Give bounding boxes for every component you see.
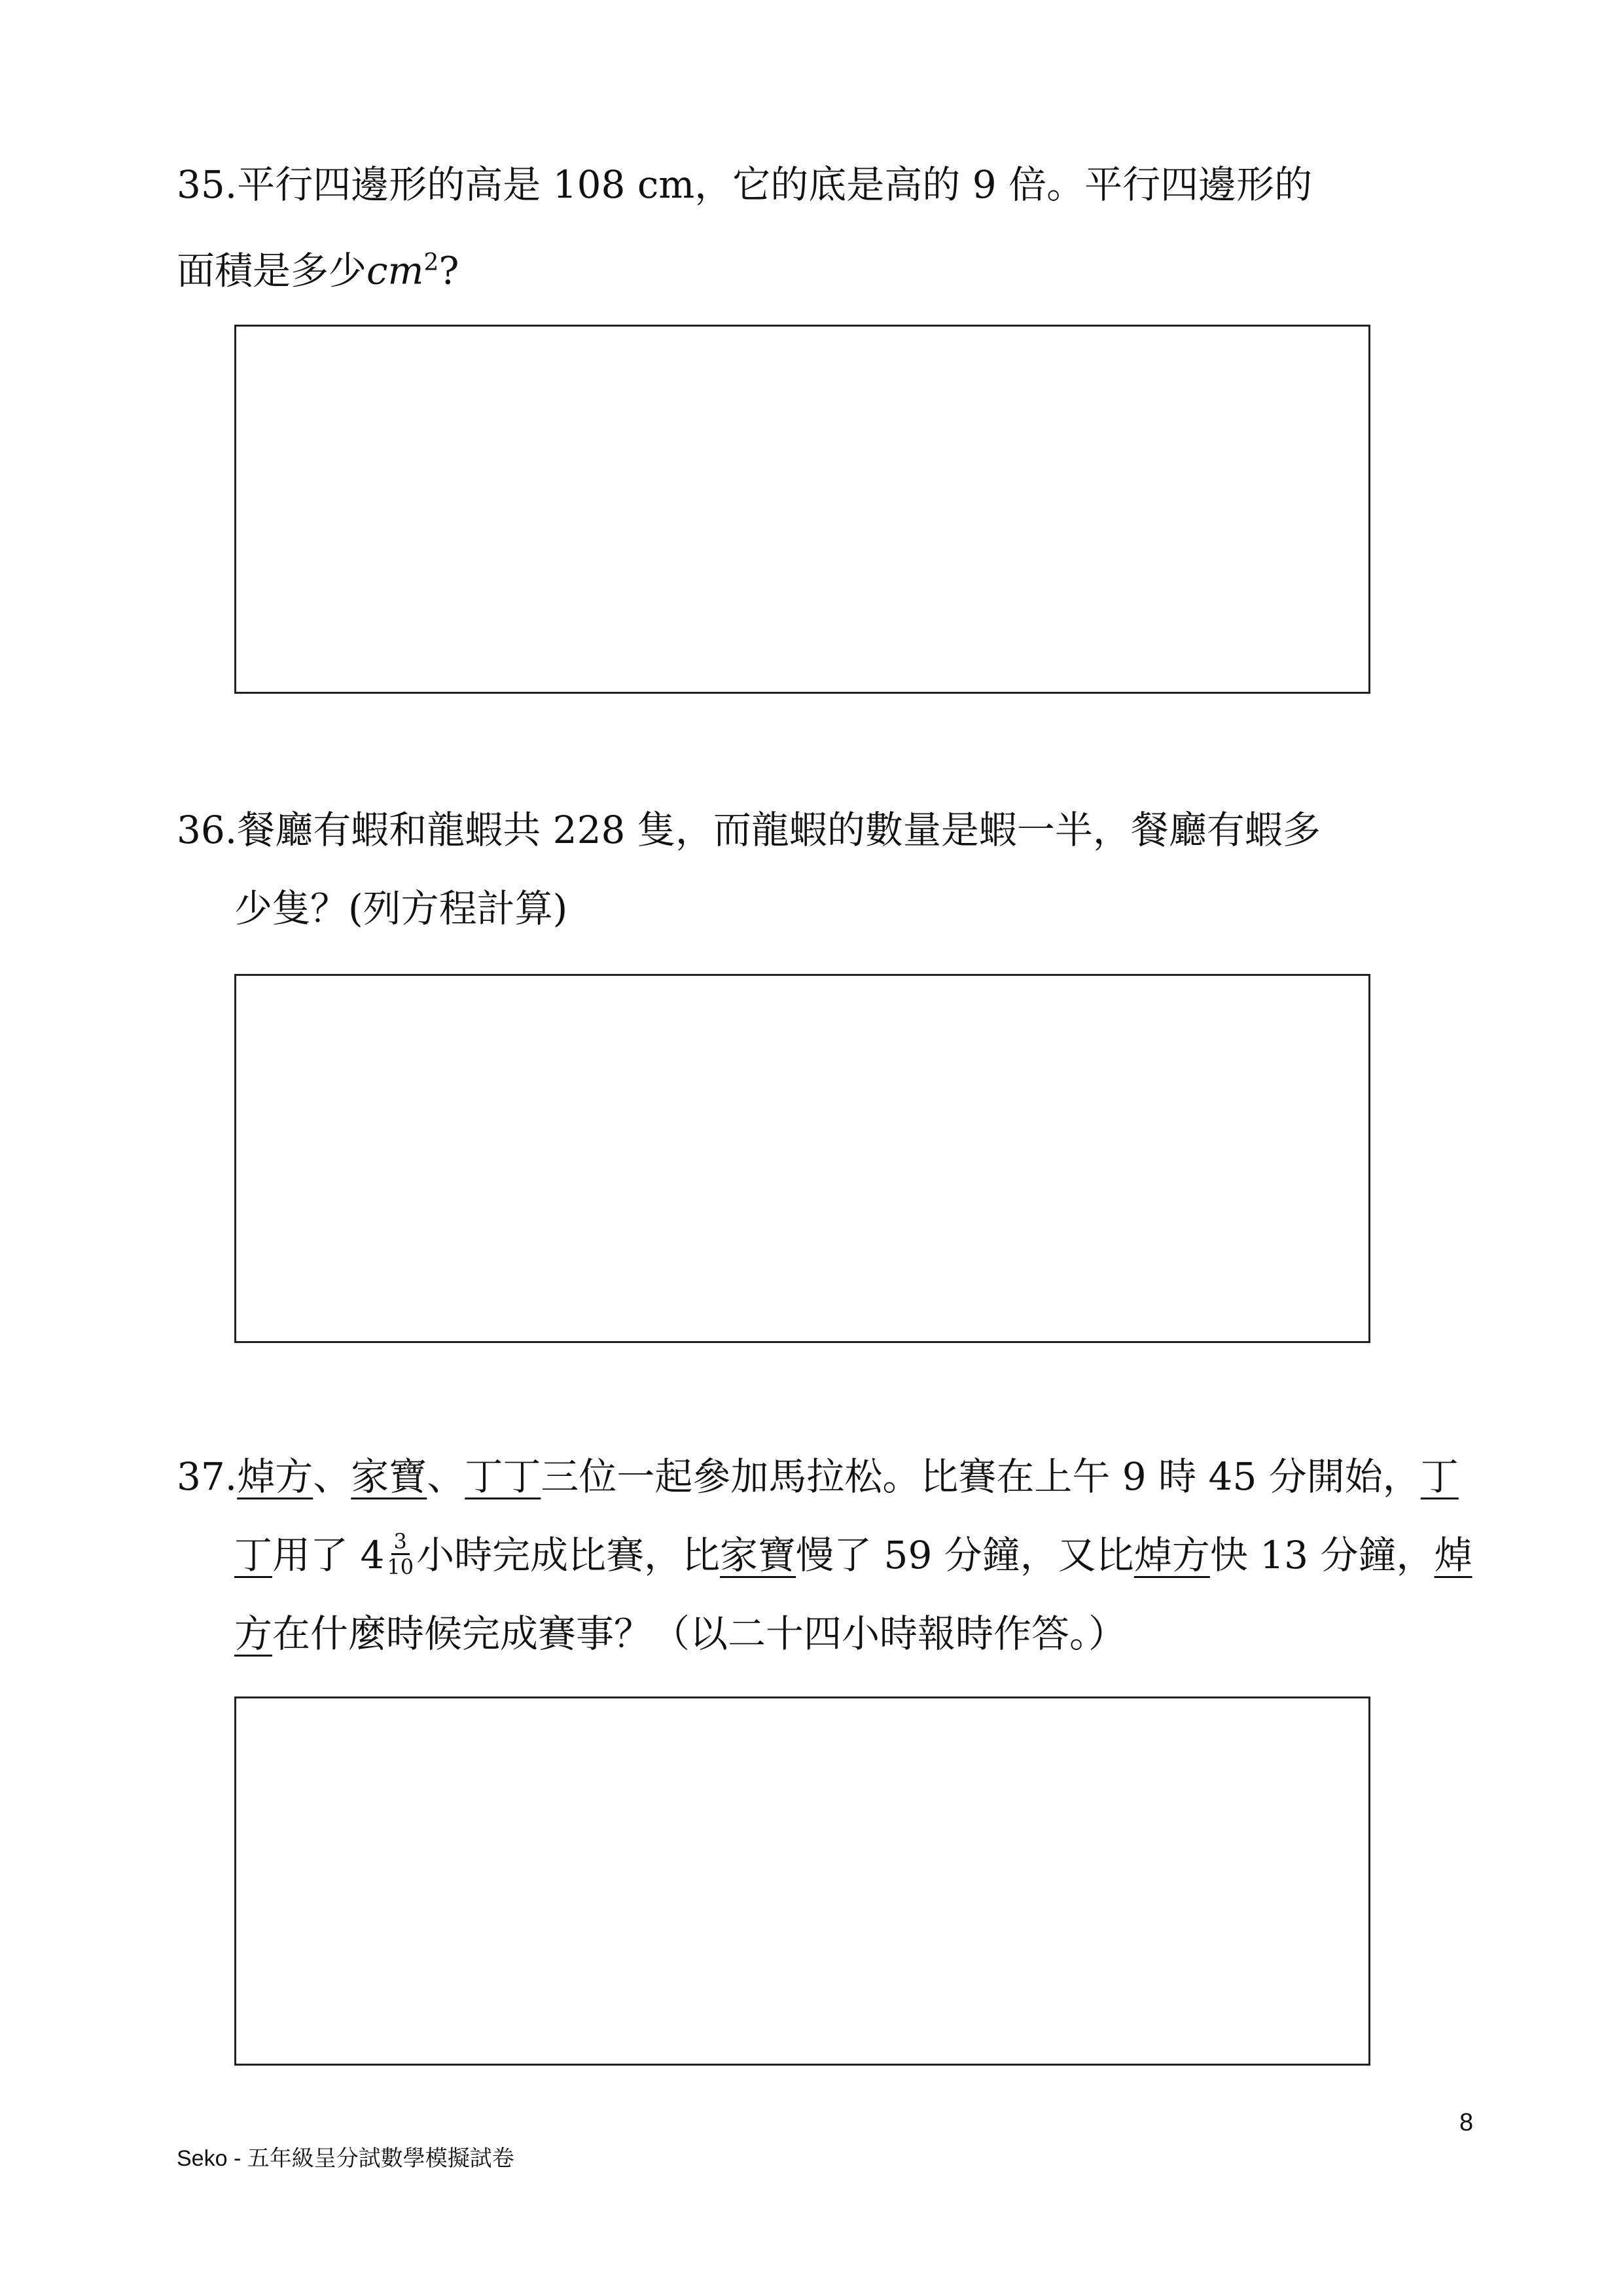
question-37-text-1: 三位一起參加馬拉松。比賽在上午 9 時 45 分開始， bbox=[541, 1454, 1421, 1499]
fraction-3-10 bbox=[387, 1530, 414, 1579]
name-jiabao: 家寶 bbox=[351, 1454, 427, 1499]
question-35-unit: cm bbox=[366, 248, 424, 293]
question-35-text-2: 面積是多少 bbox=[177, 248, 367, 293]
question-37-line-1 bbox=[177, 1437, 1472, 1516]
question-37-text-2c: 慢了 59 分鐘，又比 bbox=[796, 1533, 1134, 1577]
separator: 、 bbox=[427, 1454, 465, 1499]
question-37-text-2a: 用了 4 bbox=[272, 1533, 385, 1577]
question-37-number: 37. bbox=[177, 1454, 238, 1499]
footer-text: Seko - 五年級呈分試數學模擬試卷 bbox=[177, 2146, 514, 2171]
question-36-line-2 bbox=[177, 869, 1321, 948]
name-zhuofang: 焯方 bbox=[237, 1454, 313, 1499]
question-35-qmark: ? bbox=[438, 248, 459, 293]
name-dingding-part-2: 丁 bbox=[234, 1533, 273, 1577]
page-number: 8 bbox=[1459, 2109, 1474, 2136]
question-36-line-1 bbox=[177, 791, 1321, 869]
question-36-text-1: 餐廳有蝦和龍蝦共 228 隻，而龍蝦的數量是蝦一半，餐廳有蝦多 bbox=[237, 808, 1321, 852]
answer-box-37[interactable] bbox=[234, 1696, 1370, 2066]
question-35-line-1 bbox=[177, 145, 1312, 224]
name-zhuofang-part-1: 焯 bbox=[1434, 1533, 1472, 1577]
question-36-text-2: 少隻？(列方程計算) bbox=[234, 886, 568, 931]
name-jiabao: 家寶 bbox=[720, 1533, 796, 1577]
question-35-exponent: 2 bbox=[423, 249, 439, 276]
fraction-numerator: 3 bbox=[391, 1530, 410, 1555]
question-35-number: 35. bbox=[177, 162, 238, 207]
question-37-line-3 bbox=[177, 1594, 1472, 1673]
question-36 bbox=[177, 791, 1321, 948]
question-35 bbox=[177, 145, 1312, 310]
question-35-text-1: 平行四邊形的高是 108 cm，它的底是高的 9 倍。平行四邊形的 bbox=[237, 162, 1313, 207]
question-37-line-2 bbox=[177, 1516, 1472, 1594]
answer-box-35[interactable] bbox=[234, 325, 1370, 694]
question-37-text-2d: 快 13 分鐘， bbox=[1209, 1533, 1435, 1577]
separator: 、 bbox=[313, 1454, 351, 1499]
name-zhuofang-part-2: 方 bbox=[234, 1611, 273, 1656]
question-35-line-2 bbox=[177, 224, 1312, 310]
fraction-denominator: 10 bbox=[387, 1554, 414, 1580]
question-37 bbox=[177, 1437, 1472, 1673]
question-36-number: 36. bbox=[177, 808, 238, 852]
name-dingding: 丁丁 bbox=[465, 1454, 541, 1499]
question-37-text-3: 在什麼時候完成賽事？（以二十四小時報時作答。） bbox=[272, 1611, 1127, 1656]
answer-box-36[interactable] bbox=[234, 974, 1370, 1343]
question-37-text-2b: 小時完成比賽，比 bbox=[416, 1533, 721, 1577]
name-zhuofang: 焯方 bbox=[1133, 1533, 1210, 1577]
name-dingding-part-1: 丁 bbox=[1420, 1454, 1459, 1499]
